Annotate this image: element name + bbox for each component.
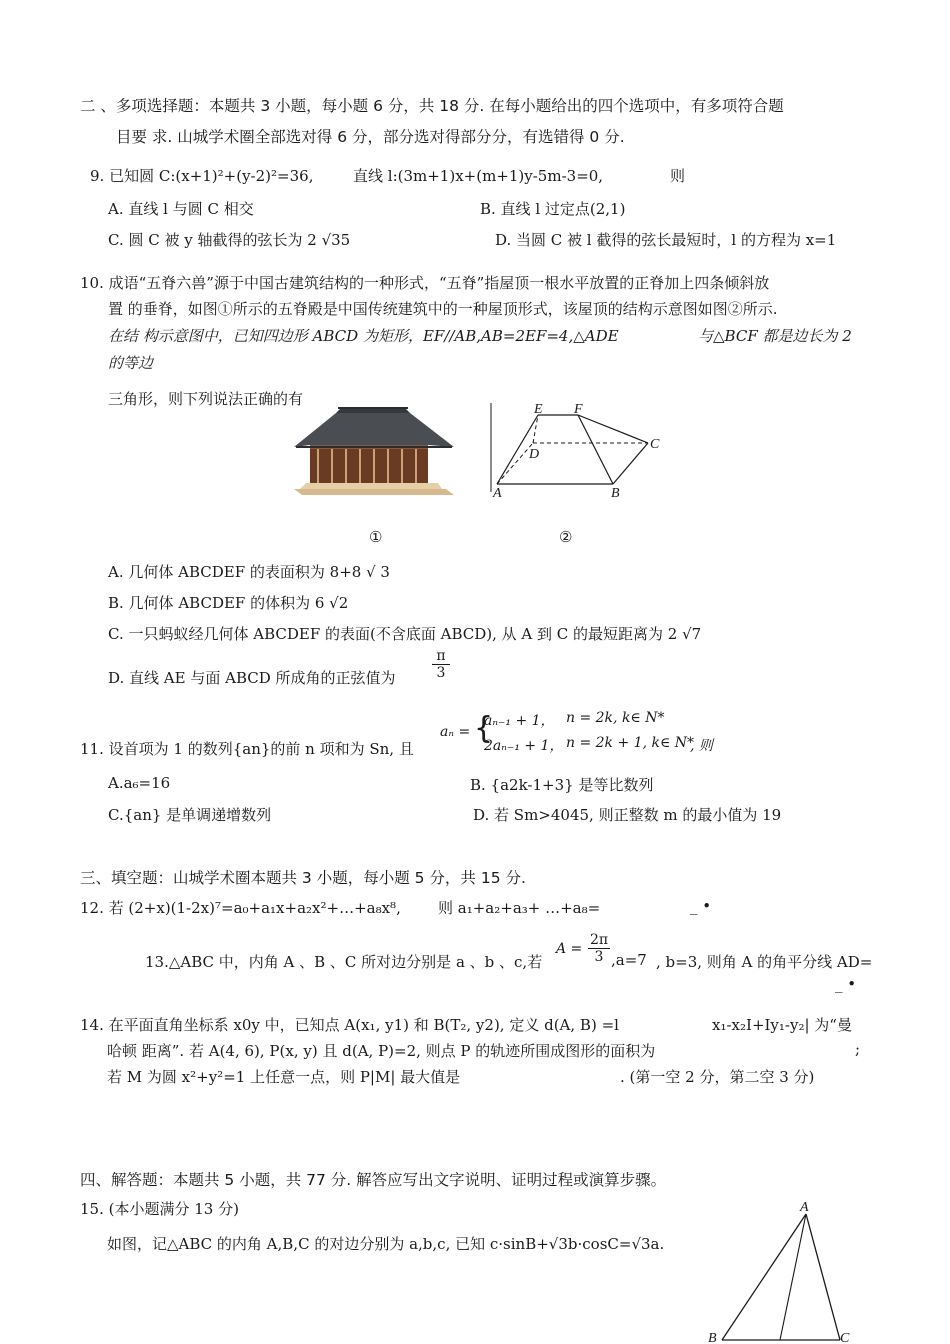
q10-line-3b: 与△BCF 都是边长为 2 — [698, 327, 852, 345]
q9-stem-b: 直线 l:(3m+1)x+(m+1)y-5m-3=0, — [353, 167, 604, 185]
q10-line-5: 三角形，则下列说法正确的有 — [108, 390, 304, 408]
q10-line-3a: 在结 构示意图中，已知四边形 ABCD 为矩形，EF//AB,AB=2EF=4,△ADE — [108, 327, 619, 345]
q11-condition-2: n = 2k + 1, k∈ N* — [566, 735, 695, 751]
q11-stem: 11. 设首项为 1 的数列{an}的前 n 项和为 Sn, 且 — [80, 740, 414, 758]
section-2-heading: 二 、多项选择题：本题共 3 小题，每小题 6 分，共 18 分. 在每小题给出的四个选项中，有多项符合题 — [80, 97, 784, 115]
q13-angle-a: A = — [556, 941, 583, 957]
vertex-label-c: C — [840, 1331, 850, 1344]
q10-option-b: B. 几何体 ABCDEF 的体积为 6 √2 — [108, 594, 349, 612]
q14-line-2a: 哈顿 距离”. 若 A(4, 6), P(x, y) 且 d(A, P)=2, 则点 P 的轨迹所围成图形的面积为 — [107, 1042, 656, 1060]
q9-option-d: D. 当圆 C 被 l 截得的弦长最短时，l 的方程为 x=1 — [495, 231, 837, 249]
q12-answer-blank: _ • — [690, 897, 712, 915]
q12-expression: 12. 若 (2+x)(1-2x)⁷=a₀+a₁x+a₂x²+…+a₈x⁸, — [80, 899, 401, 917]
q13-question: , b=3, 则角 A 的角平分线 AD= — [656, 953, 873, 971]
q11-option-a: A.a₆=16 — [108, 774, 171, 792]
section-4-heading: 四、解答题：本题共 5 小题，共 77 分. 解答应写出文字说明、证明过程或演算步骤。 — [80, 1171, 667, 1189]
fraction-numerator: π — [436, 648, 446, 664]
q11-case-1: aₙ₋₁ + 1， — [484, 713, 555, 729]
vertex-label-f: F — [574, 402, 583, 417]
q11-case-2: 2aₙ₋₁ + 1， — [484, 738, 564, 754]
q12-question: 则 a₁+a₂+a₃+ …+a₈= — [438, 899, 601, 917]
fraction-denominator: 3 — [588, 948, 610, 965]
q15-body: 如图，记△ABC 的内角 A,B,C 的对边分别为 a,b,c, 已知 c·sinB+√3b·cosC=√3a. — [107, 1235, 665, 1253]
vertex-label-c: C — [650, 437, 660, 452]
vertex-label-a: A — [800, 1200, 809, 1215]
section-2-heading-cont: 目要 求. 山城学术圈全部选对得 6 分，部分选对得部分分，有选错得 0 分. — [116, 128, 625, 146]
vertex-label-d: D — [529, 447, 540, 462]
q14-line-3a: 若 M 为圆 x²+y²=1 上任意一点，则 P|M| 最大值是 — [107, 1068, 461, 1086]
q13-answer-blank: _ • — [835, 975, 857, 993]
q13-side-a: ,a=7 — [611, 951, 647, 969]
five-ridge-hall-image — [292, 403, 456, 497]
fraction-denominator: 3 — [432, 664, 450, 681]
piecewise-brace: { — [474, 711, 494, 746]
roof-structure-diagram — [488, 400, 668, 502]
triangle-abc-diagram — [700, 1196, 870, 1344]
q10-option-c: C. 一只蚂蚁经几何体 ABCDEF 的表面(不含底面 ABCD), 从 A 到 C 的最短距离为 2 √7 — [108, 625, 702, 643]
q10-option-a: A. 几何体 ABCDEF 的表面积为 8+8 √ 3 — [108, 563, 390, 581]
q11-then: , 则 — [690, 738, 713, 754]
q9-stem-a: 9. 已知圆 C:(x+1)²+(y-2)²=36, — [90, 167, 314, 185]
figure-1-caption: ① — [369, 528, 383, 546]
q11-a-n: aₙ = — [440, 724, 471, 740]
q10-option-d-fraction — [432, 648, 450, 681]
q10-line-4: 的等边 — [108, 354, 154, 372]
vertex-label-b: B — [611, 486, 620, 501]
q11-condition-1: n = 2k, k∈ N* — [566, 710, 665, 726]
q10-line-1: 10. 成语“五脊六兽”源于中国古建筑结构的一种形式，“五脊”指屋顶一根水平放置的正脊加上四条倾斜放 — [80, 274, 770, 292]
q15-heading: 15. (本小题满分 13 分) — [80, 1200, 239, 1218]
q11-option-b: B. {a2k-1+3} 是等比数列 — [470, 776, 654, 794]
q9-stem-c: 则 — [670, 167, 686, 185]
vertex-label-b: B — [708, 1331, 717, 1344]
q10-option-d: D. 直线 AE 与面 ABCD 所成角的正弦值为 — [108, 669, 396, 687]
q9-option-b: B. 直线 l 过定点(2,1) — [480, 200, 626, 218]
q10-line-2: 置 的垂脊，如图①所示的五脊殿是中国传统建筑中的一种屋顶形式，该屋顶的结构示意图如图②所示. — [108, 300, 778, 318]
fraction-numerator: 2π — [589, 932, 609, 948]
q11-option-d: D. 若 Sm>4045, 则正整数 m 的最小值为 19 — [473, 806, 782, 824]
q14-line-1a: 14. 在平面直角坐标系 x0y 中，已知点 A(x₁, y1) 和 B(T₂, y2), 定义 d(A, B) =l — [80, 1016, 619, 1034]
q14-line-3b: . (第一空 2 分，第二空 3 分) — [620, 1068, 815, 1086]
vertex-label-e: E — [534, 402, 543, 417]
q13-fraction — [588, 932, 610, 965]
q9-option-a: A. 直线 l 与圆 C 相交 — [108, 200, 254, 218]
section-3-heading: 三、填空题：山城学术圈本题共 3 小题，每小题 5 分，共 15 分. — [80, 869, 526, 887]
figure-2-caption: ② — [559, 528, 573, 546]
vertex-label-a: A — [493, 486, 502, 501]
q14-line-1b: x₁-x₂I+Iy₁-y₂| 为“曼 — [712, 1016, 852, 1034]
q14-line-2b: ; — [855, 1040, 861, 1058]
q9-option-c: C. 圆 C 被 y 轴截得的弦长为 2 √35 — [108, 231, 351, 249]
q11-option-c: C.{an} 是单调递增数列 — [108, 806, 272, 824]
q13-stem: 13.△ABC 中，内角 A 、B 、C 所对边分别是 a 、b 、c,若 — [145, 953, 543, 971]
